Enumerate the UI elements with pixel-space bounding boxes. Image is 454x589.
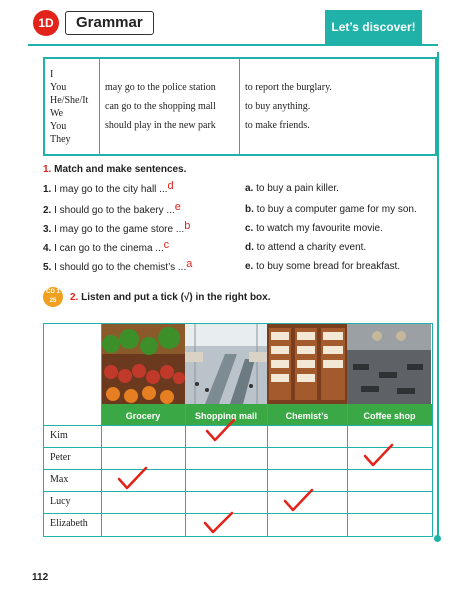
grid-line (44, 491, 432, 492)
tick-mark-icon (362, 442, 396, 470)
grocery-photo (101, 324, 185, 404)
handwritten-answer: c (163, 239, 170, 251)
handwritten-answer: a (186, 258, 193, 270)
match-option: a. to buy a pain killer. (245, 183, 339, 194)
row-label-lucy: Lucy (50, 496, 71, 507)
column-header-grocery: Grocery (101, 404, 185, 425)
exercise-2-title: 2. Listen and put a tick (√) in the right box. (70, 292, 271, 303)
tick-mark-icon (116, 465, 150, 493)
row-label-kim: Kim (50, 430, 68, 441)
unit-badge: 1D (33, 10, 59, 36)
modal-phrase: should play in the new park (105, 120, 216, 131)
subject: They (50, 133, 71, 145)
tick-grid (43, 323, 433, 537)
column-header-chemists: Chemist’s (267, 404, 347, 425)
chemists-photo (267, 324, 347, 404)
purpose-column (240, 59, 435, 154)
frame-top-line (28, 44, 438, 46)
match-item: 2. I should go to the bakery ...e (43, 201, 181, 216)
tick-mark-icon (202, 510, 236, 536)
cd-audio-icon[interactable]: CD 1 25 (43, 287, 63, 307)
page-number: 112 (32, 572, 49, 583)
grid-line (101, 324, 102, 536)
row-label-max: Max (50, 474, 69, 485)
match-item: 1. I may go to the city hall ...d (43, 180, 174, 195)
match-option: d. to attend a charity event. (245, 242, 367, 253)
grid-line (347, 404, 348, 536)
match-option: e. to buy some bread for breakfast. (245, 261, 401, 272)
grid-line (44, 513, 432, 514)
purpose-phrase: to report the burglary. (245, 82, 332, 93)
purpose-phrase: to make friends. (245, 120, 310, 131)
handwritten-answer: b (184, 220, 191, 232)
grid-line (185, 404, 186, 536)
match-item: 4. I can go to the cinema ...c (43, 239, 170, 254)
match-item: 3. I may go to the game store ...b (43, 220, 191, 235)
subject: You (50, 120, 67, 132)
subject: We (50, 107, 64, 119)
frame-end-dot (434, 535, 441, 542)
exercise-1-title: 1. Match and make sentences. (43, 164, 187, 175)
lets-discover-banner: Let’s discover! (325, 10, 422, 44)
handwritten-answer: d (167, 180, 174, 192)
section-title: Grammar (65, 11, 154, 35)
subject: He/She/It (50, 94, 89, 106)
subject: I (50, 68, 54, 80)
subject: You (50, 81, 67, 93)
match-option: b. to buy a computer game for my son. (245, 204, 417, 215)
coffee-shop-photo (347, 324, 431, 404)
column-header-shopping-mall: Shopping mall (185, 404, 267, 425)
handwritten-answer: e (174, 201, 181, 213)
row-label-elizabeth: Elizabeth (50, 518, 88, 529)
row-label-peter: Peter (50, 452, 71, 463)
grammar-table (43, 57, 437, 156)
subject-column (45, 59, 100, 154)
modal-column (100, 59, 240, 154)
tick-mark-icon (204, 417, 238, 445)
grid-line (44, 425, 432, 426)
modal-phrase: may go to the police station (105, 82, 216, 93)
match-option: c. to watch my favourite movie. (245, 223, 383, 234)
modal-phrase: can go to the shopping mall (105, 101, 216, 112)
column-header-coffee-shop: Coffee shop (347, 404, 432, 425)
shopping-mall-photo (185, 324, 267, 404)
match-item: 5. I should go to the chemist’s ...a (43, 258, 193, 273)
purpose-phrase: to buy anything. (245, 101, 311, 112)
frame-right-line (437, 52, 439, 537)
grid-line (267, 404, 268, 536)
tick-mark-icon (282, 487, 316, 515)
